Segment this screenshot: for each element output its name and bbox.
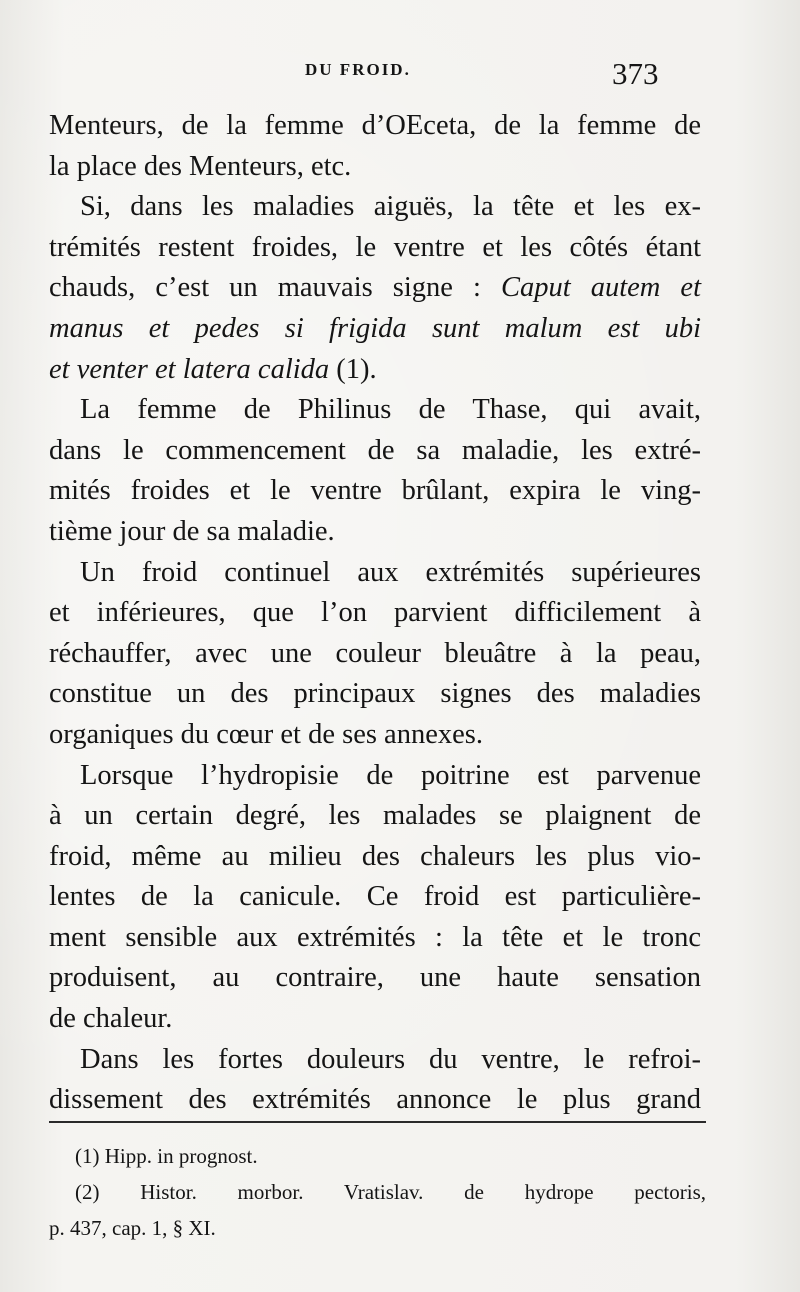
text-line: constitue un des principaux signes des maladies bbox=[49, 678, 701, 710]
page-number: 373 bbox=[612, 56, 659, 91]
text-line: organiques du cœur et de ses annexes. bbox=[49, 718, 483, 750]
text-line: Lorsque l’hydropisie de poitrine est parvenue bbox=[80, 759, 701, 791]
text-line: et venter et latera calida (1). bbox=[49, 353, 377, 385]
text-line: mités froides et le ventre brûlant, expira le ving- bbox=[49, 475, 701, 507]
text-line: tième jour de sa maladie. bbox=[49, 515, 335, 547]
text-line: Si, dans les maladies aiguës, la tête et les ex- bbox=[80, 191, 701, 223]
footnote-line: (2) Histor. morbor. Vratislav. de hydrope pectoris, bbox=[75, 1180, 706, 1204]
running-title: DU FROID. bbox=[305, 60, 411, 79]
text-line: manus et pedes si frigida sunt malum est ubi bbox=[49, 312, 701, 344]
text-line: réchauffer, avec une couleur bleuâtre à la peau, bbox=[49, 637, 701, 669]
text-line: chauds, c’est un mauvais signe : Caput autem et bbox=[49, 272, 701, 304]
text-line: Menteurs, de la femme d’OEceta, de la femme de bbox=[49, 110, 701, 141]
footnote-rule bbox=[49, 1121, 706, 1123]
footnote-line: (1) Hipp. in prognost. bbox=[75, 1144, 258, 1168]
text-line: la place des Menteurs, etc. bbox=[49, 150, 352, 182]
text-line: ment sensible aux extrémités : la tête et le tronc bbox=[49, 921, 701, 953]
text-line: de chaleur. bbox=[49, 1003, 173, 1035]
text-line: La femme de Philinus de Thase, qui avait, bbox=[80, 394, 701, 426]
text-line: trémités restent froides, le ventre et les côtés étant bbox=[49, 231, 701, 263]
text-line: produisent, au contraire, une haute sensation bbox=[49, 962, 701, 994]
text-line: dissement des extrémités annonce le plus grand bbox=[49, 1084, 701, 1116]
text-line: dans le commencement de sa maladie, les extré- bbox=[49, 434, 701, 466]
footnotes bbox=[49, 1138, 706, 1246]
text-line: et inférieures, que l’on parvient difficilement à bbox=[49, 597, 701, 629]
running-head bbox=[0, 56, 800, 96]
text-line: froid, même au milieu des chaleurs les plus vio- bbox=[49, 840, 701, 872]
body-text bbox=[49, 106, 701, 1121]
text-line: Dans les fortes douleurs du ventre, le refroi- bbox=[80, 1043, 701, 1075]
text-line: à un certain degré, les malades se plaignent de bbox=[49, 800, 701, 832]
text-line: Un froid continuel aux extrémités supérieures bbox=[80, 556, 701, 588]
footnote-line: p. 437, cap. 1, § XI. bbox=[49, 1216, 216, 1240]
text-line: lentes de la canicule. Ce froid est particulière- bbox=[49, 881, 701, 913]
